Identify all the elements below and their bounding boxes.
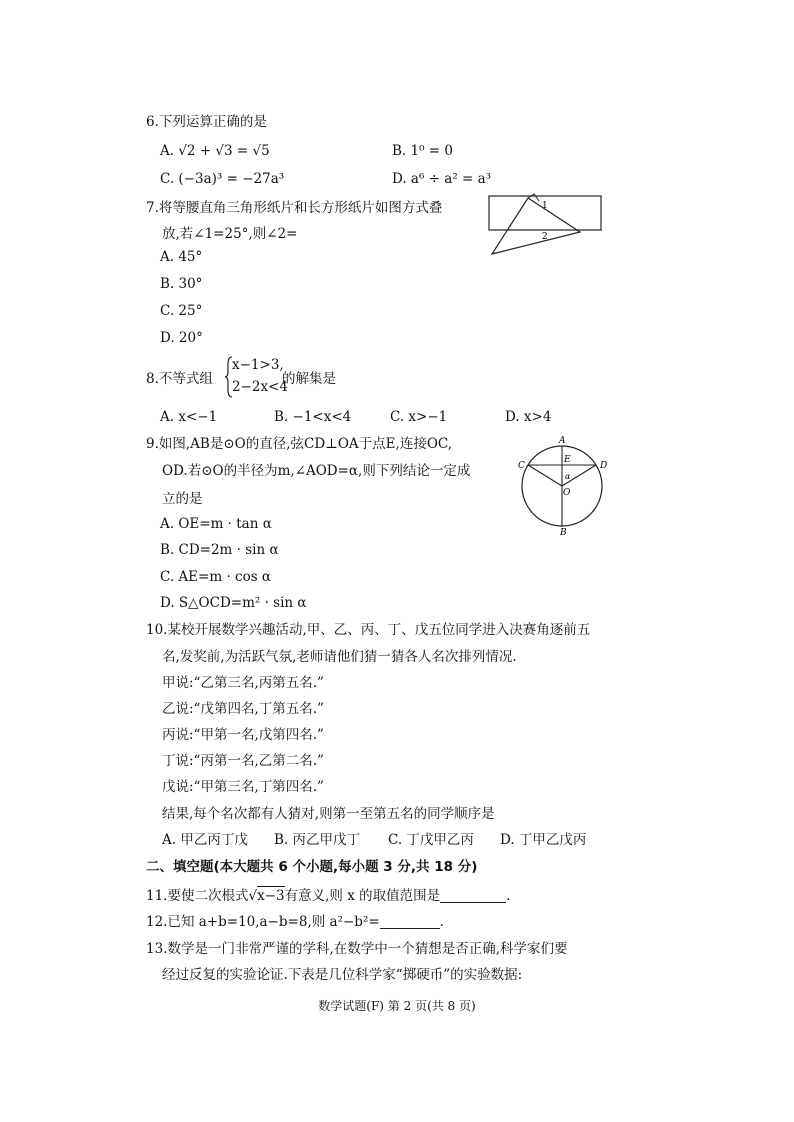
q7-option-c: C. 25° [160, 303, 203, 319]
q9-option-b: B. CD=2m · sin α [160, 542, 279, 558]
q10-statement-4: 丁说:“丙第一名,乙第二名.” [162, 753, 324, 769]
q7-option-b: B. 30° [160, 276, 203, 292]
q10-statement-2: 乙说:“戊第四名,丁第五名.” [162, 701, 324, 717]
q10-option-c: C. 丁戊甲乙丙 [388, 832, 474, 848]
q7-angle-2-label: 2 [542, 232, 548, 242]
q8-prefix: 8.不等式组 [146, 371, 213, 387]
q10-statement-5: 戊说:“甲第三名,丁第四名.” [162, 779, 324, 795]
q6-option-a: A. √2 + √3 = √5 [160, 143, 270, 159]
q9-line2: OD.若⊙O的半径为m,∠AOD=α,则下列结论一定成 [162, 463, 471, 479]
q6-option-d: D. a⁶ ÷ a² = a³ [392, 171, 492, 187]
q8-suffix: 的解集是 [282, 371, 336, 387]
q9-line3: 立的是 [162, 491, 203, 507]
q7-line2: 放,若∠1=25°,则∠2= [162, 226, 298, 242]
q9-label-alpha: α [565, 472, 571, 481]
q11-end: . [506, 888, 511, 904]
q7-figure [484, 192, 614, 264]
q10-option-d: D. 丁甲乙戊丙 [500, 832, 587, 848]
q9-label-o: O [563, 488, 571, 498]
q12-answer-blank[interactable] [380, 914, 440, 929]
q9-option-d: D. S△OCD=m² · sin α [160, 595, 307, 611]
q10-result: 结果,每个名次都有人猜对,则第一至第五名的同学顺序是 [162, 806, 495, 822]
q10-statement-3: 丙说:“甲第一名,戊第四名.” [162, 727, 324, 743]
q10-option-b: B. 丙乙甲戊丁 [274, 832, 361, 848]
q9-line1: 9.如图,AB是⊙O的直径,弦CD⊥OA于点E,连接OC, [146, 436, 453, 452]
q11-radical: √x−3 [248, 888, 285, 904]
q9-segment-oc [528, 465, 562, 486]
q8-option-c: C. x>−1 [390, 409, 448, 425]
q6-option-b: B. 1⁰ = 0 [392, 143, 453, 159]
q6-option-c: C. (−3a)³ = −27a³ [160, 171, 285, 187]
q7-triangle [492, 198, 580, 254]
q9-option-a: A. OE=m · tan α [160, 516, 272, 532]
q13-line2: 经过反复的实验论证.下表是几位科学家“掷硬币”的实验数据: [162, 967, 523, 983]
q8-inequality-row2: 2−2x<4 [232, 379, 289, 395]
q11-suffix: 有意义,则 x 的取值范围是 [284, 888, 441, 904]
q9-label-c: C [518, 461, 525, 471]
q9-label-d: D [600, 461, 608, 471]
q6-stem: 6.下列运算正确的是 [146, 114, 267, 130]
q7-option-d: D. 20° [160, 330, 203, 346]
page-footer: 数学试题(F) 第 2 页(共 8 页) [318, 999, 476, 1013]
q9-label-a: A [559, 436, 566, 446]
q10-line2: 名,发奖前,为活跃气氛,老师请他们猜一猜各人名次排列情况. [162, 649, 517, 665]
q8-option-b: B. −1<x<4 [274, 409, 352, 425]
q11-line [146, 886, 510, 906]
q12-end: . [439, 914, 444, 930]
q9-label-e: E [564, 455, 571, 465]
q11-answer-blank[interactable] [440, 888, 506, 903]
q7-right-angle-mark [528, 194, 539, 201]
q8-inequality-row1: x−1>3, [232, 357, 284, 373]
q7-option-a: A. 45° [160, 249, 203, 265]
q13-line1: 13.数学是一门非常严谨的学科,在数学中一个猜想是否正确,科学家们要 [146, 941, 568, 957]
q10-option-a: A. 甲乙丙丁戊 [162, 832, 248, 848]
q10-line1: 10.某校开展数学兴趣活动,甲、乙、丙、丁、戊五位同学进入决赛角逐前五 [146, 622, 591, 638]
q9-option-c: C. AE=m · cos α [160, 569, 272, 585]
q10-statement-1: 甲说:“乙第三名,丙第五名.” [162, 675, 324, 691]
q7-angle-1-label: 1 [542, 201, 548, 211]
q7-line1: 7.将等腰直角三角形纸片和长方形纸片如图方式叠 [146, 200, 443, 216]
q12-line [146, 912, 444, 932]
q8-option-a: A. x<−1 [160, 409, 218, 425]
q8-option-d: D. x>4 [505, 409, 552, 425]
q9-circle-figure [514, 432, 610, 540]
q12-prefix: 12.已知 a+b=10,a−b=8,则 a²−b²= [146, 914, 380, 930]
q11-prefix: 11.要使二次根式 [146, 888, 249, 904]
q11-radicand: x−3 [257, 888, 285, 904]
section-2-heading: 二、填空题(本大题共 6 个小题,每小题 3 分,共 18 分) [146, 859, 478, 875]
q9-label-b: B [560, 528, 567, 538]
